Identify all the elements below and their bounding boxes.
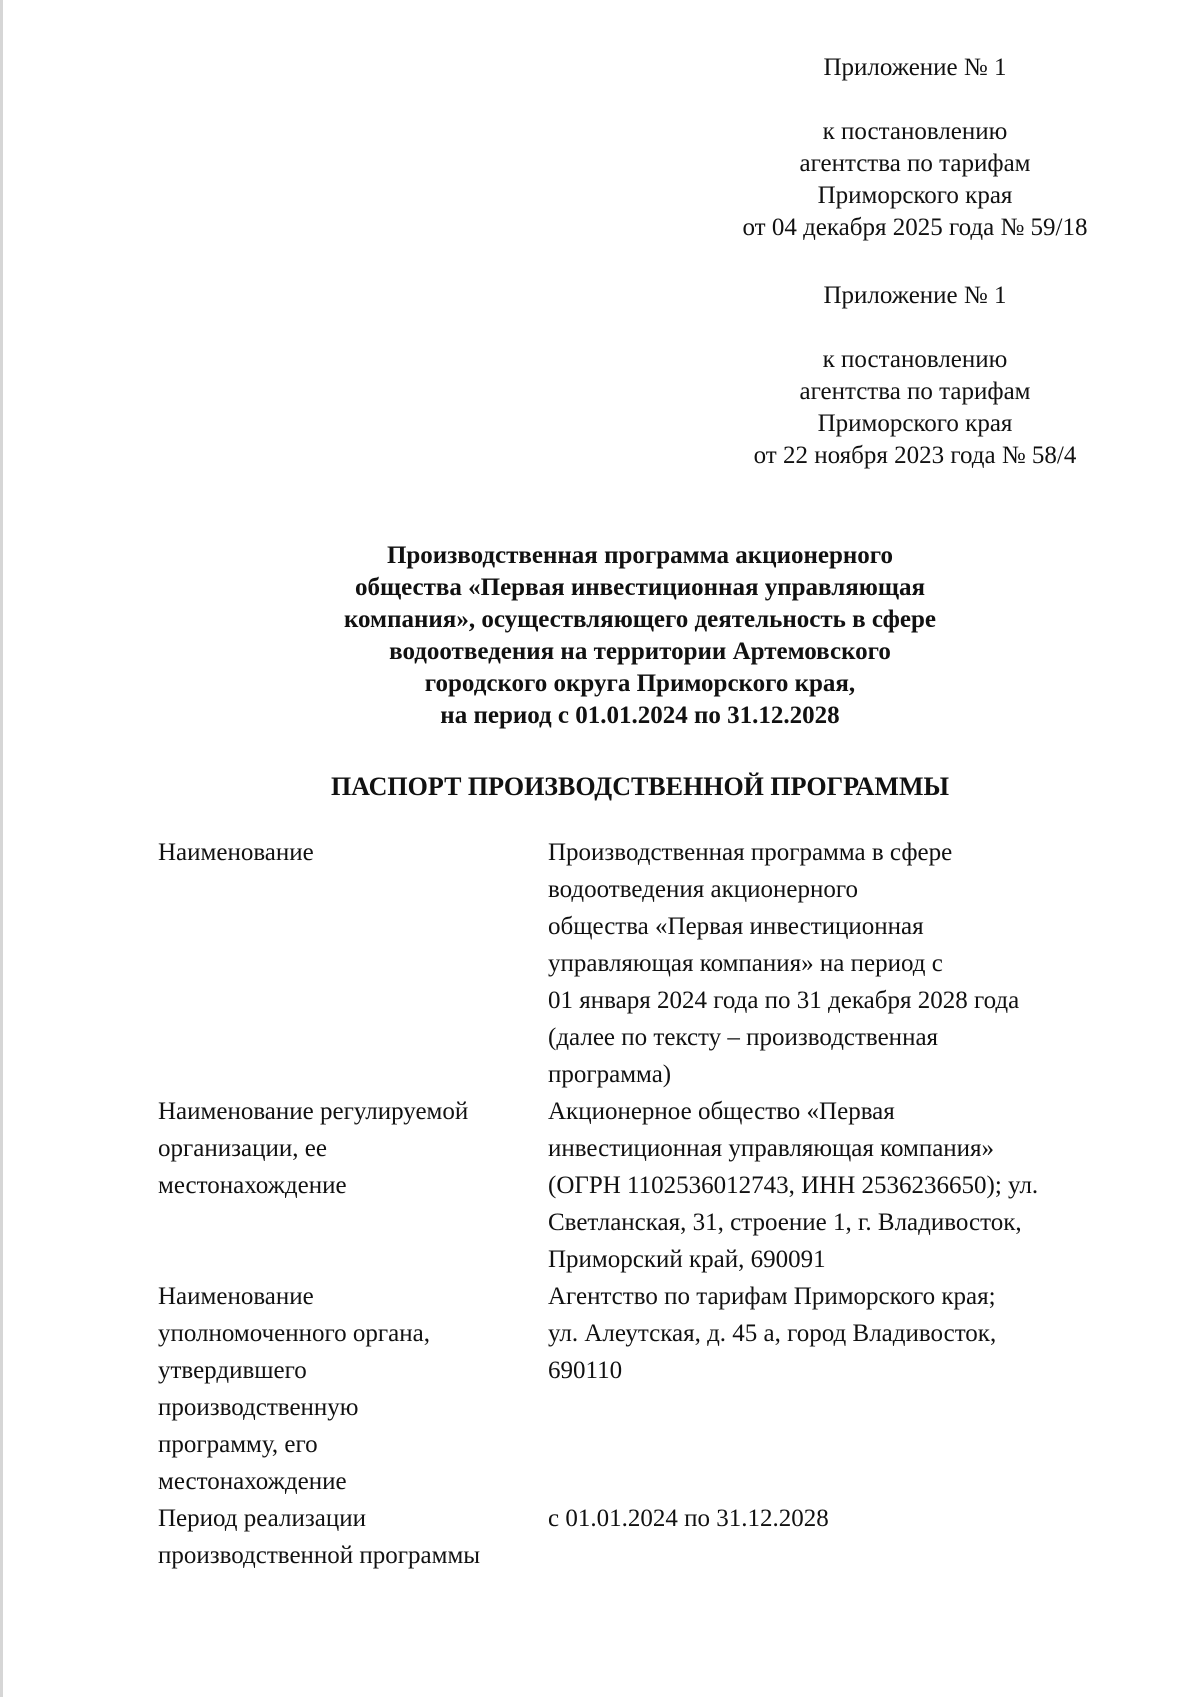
- passport-row-period: [158, 1500, 1118, 1574]
- appendix-title: Приложение № 1: [823, 282, 1007, 309]
- title-line: Производственная программа акционерного: [386, 542, 894, 569]
- row-label: [158, 1093, 548, 1278]
- appendix-current-decree: [700, 52, 1130, 244]
- title-line: на период с 01.01.2024 по 31.12.2028: [440, 702, 840, 729]
- label-line: производственной программы: [158, 1542, 481, 1569]
- row-label: [158, 834, 548, 1093]
- passport-row-authority: [158, 1278, 1118, 1500]
- label-line: местонахождение: [158, 1468, 347, 1495]
- value-line: управляющая компания» на период с: [548, 950, 943, 977]
- value-line: инвестиционная управляющая компания»: [548, 1135, 995, 1162]
- passport-row-organization: [158, 1093, 1118, 1278]
- appendix-line: от 04 декабря 2025 года № 59/18: [742, 214, 1088, 241]
- appendix-title: Приложение № 1: [823, 54, 1007, 81]
- label-line: организации, ее: [158, 1135, 327, 1162]
- value-line: 690110: [548, 1357, 623, 1384]
- passport-row-name: [158, 834, 1118, 1093]
- row-value: [548, 1093, 1118, 1278]
- label-line: производственную: [158, 1394, 359, 1421]
- row-value: [548, 1278, 1118, 1500]
- spacer: [700, 312, 1130, 344]
- label-line: Наименование: [158, 1283, 314, 1310]
- row-label: [158, 1500, 548, 1574]
- label-line: утвердившего: [158, 1357, 307, 1384]
- row-label: [158, 1278, 548, 1500]
- appendix-line: агентства по тарифам: [799, 150, 1031, 177]
- value-line: общества «Первая инвестиционная: [548, 913, 924, 940]
- appendix-line: агентства по тарифам: [799, 378, 1031, 405]
- value-line: Производственная программа в сфере: [548, 839, 953, 866]
- label-line: Наименование: [158, 839, 314, 866]
- page-edge: [0, 0, 3, 1697]
- value-line: Приморский край, 690091: [548, 1246, 826, 1273]
- label-line: уполномоченного органа,: [158, 1320, 430, 1347]
- title-line: водоотведения на территории Артемовского: [389, 638, 891, 665]
- spacer: [700, 84, 1130, 116]
- appendix-line: к постановлению: [822, 118, 1008, 145]
- appendix-line: Приморского края: [817, 410, 1013, 437]
- value-line: (ОГРН 1102536012743, ИНН 2536236650); ул.: [548, 1172, 1039, 1199]
- row-value: [548, 1500, 1118, 1574]
- appendix-line: к постановлению: [822, 346, 1008, 373]
- value-line: Акционерное общество «Первая: [548, 1098, 895, 1125]
- label-line: местонахождение: [158, 1172, 347, 1199]
- value-line: водоотведения акционерного: [548, 876, 858, 903]
- appendix-original-decree: [700, 280, 1130, 472]
- label-line: программу, его: [158, 1431, 318, 1458]
- row-value: [548, 834, 1118, 1093]
- value-line: (далее по тексту – производственная: [548, 1024, 939, 1051]
- passport-table: [158, 834, 1118, 1574]
- title-line: компания», осуществляющего деятельность в сфере: [343, 606, 937, 633]
- document-title: [220, 540, 1060, 732]
- value-line: ул. Алеутская, д. 45 а, город Владивосток,: [548, 1320, 997, 1347]
- appendix-line: Приморского края: [817, 182, 1013, 209]
- label-line: Период реализации: [158, 1505, 366, 1532]
- label-line: Наименование регулируемой: [158, 1098, 469, 1125]
- title-line: городского округа Приморского края,: [424, 670, 856, 697]
- value-line: 01 января 2024 года по 31 декабря 2028 года: [548, 987, 1020, 1014]
- value-line: Агентство по тарифам Приморского края;: [548, 1283, 996, 1310]
- passport-heading: ПАСПОРТ ПРОИЗВОДСТВЕННОЙ ПРОГРАММЫ: [330, 772, 950, 801]
- title-line: общества «Первая инвестиционная управляющая: [354, 574, 925, 601]
- appendix-line: от 22 ноября 2023 года № 58/4: [753, 442, 1077, 469]
- value-line: программа): [548, 1061, 672, 1088]
- value-line: Светланская, 31, строение 1, г. Владивосток,: [548, 1209, 1022, 1236]
- value-line: с 01.01.2024 по 31.12.2028: [548, 1505, 829, 1532]
